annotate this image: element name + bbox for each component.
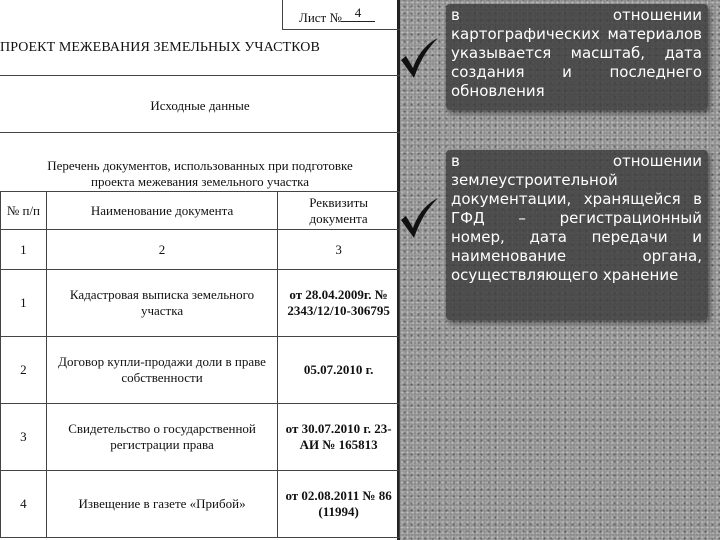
sheet-label: Лист №	[299, 10, 342, 25]
list-title-line: проекта межевания земельного участка	[90, 174, 310, 189]
divider	[0, 75, 400, 76]
row-number: 2	[1, 337, 47, 404]
list-title	[0, 158, 400, 190]
document-name: Свидетельство о государственной регистрации права	[46, 404, 277, 471]
column-header: № п/п	[1, 192, 47, 230]
column-number: 3	[278, 230, 400, 270]
checkmark-icon	[398, 196, 440, 240]
table-row	[1, 270, 400, 337]
document-name: Договор купли-продажи доли в праве собственности	[46, 337, 277, 404]
table-row	[1, 404, 400, 471]
document-details: от 02.08.2011 № 86 (11994)	[278, 471, 400, 538]
table-row	[1, 471, 400, 538]
document-details: от 28.04.2009г. № 2343/12/10-306795	[278, 270, 400, 337]
sheet-number: 4	[341, 5, 375, 22]
divider	[0, 132, 400, 133]
callout-cartographic-materials: в отношении картографических материалов указывается масштаб, дата создания и последнего обновления	[446, 4, 708, 110]
column-number-row	[1, 230, 400, 270]
table-row	[1, 337, 400, 404]
column-header: Реквизиты документа	[278, 192, 400, 230]
sheet-number-box	[282, 0, 400, 30]
column-number: 1	[1, 230, 47, 270]
row-number: 3	[1, 404, 47, 471]
list-title-line: Перечень документов, использованных при подготовке	[47, 158, 353, 173]
table-header-row	[1, 192, 400, 230]
source-data-heading: Исходные данные	[150, 98, 250, 113]
document-name: Извещение в газете «Прибой»	[46, 471, 277, 538]
column-number: 2	[46, 230, 277, 270]
row-number: 1	[1, 270, 47, 337]
checkmark-icon	[398, 36, 440, 80]
document-name: Кадастровая выписка земельного участка	[46, 270, 277, 337]
document-details: от 30.07.2010 г. 23-АИ № 165813	[278, 404, 400, 471]
project-title: ПРОЕКТ МЕЖЕВАНИЯ ЗЕМЕЛЬНЫХ УЧАСТКОВ	[0, 40, 320, 55]
column-header: Наименование документа	[46, 192, 277, 230]
row-number: 4	[1, 471, 47, 538]
document-details: 05.07.2010 г.	[278, 337, 400, 404]
documents-table	[0, 191, 400, 538]
callout-land-documentation: в отношении землеустроительной документации, хранящейся в ГФД – регистрационный номер, дата передачи и наименование органа, осуществляющего хранение	[446, 150, 708, 320]
